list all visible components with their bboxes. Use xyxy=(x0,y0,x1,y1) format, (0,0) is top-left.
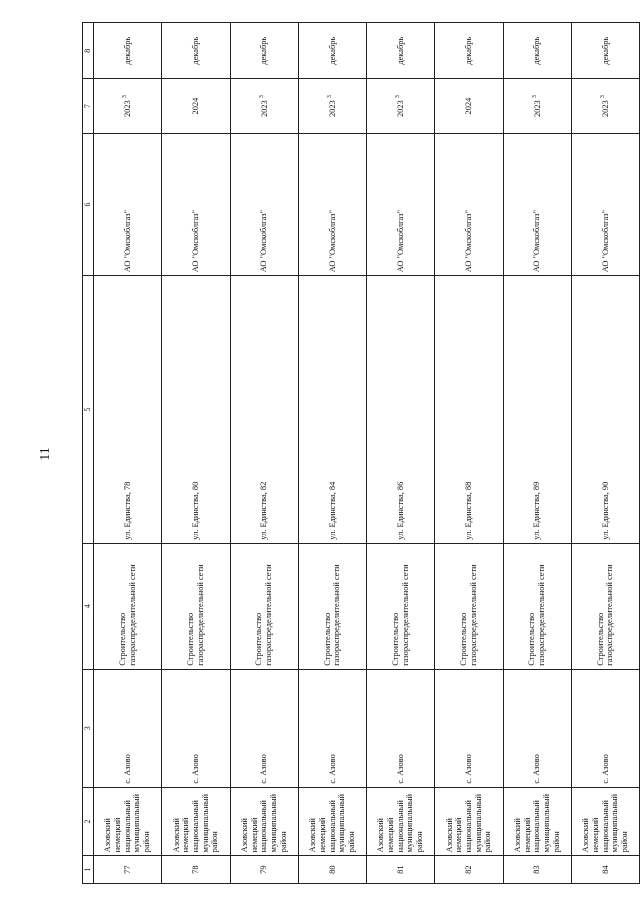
settlement-cell-text: с. Азово xyxy=(191,754,201,784)
district-cell-text: Азовский немецкий национальный муниципальный район xyxy=(581,794,629,853)
year-cell-text: 2023 xyxy=(600,100,610,117)
address-cell xyxy=(435,276,503,544)
address-cell xyxy=(298,276,366,544)
month-cell-text: декабрь xyxy=(464,36,474,65)
column-header: 1 xyxy=(83,856,94,884)
district-cell-text: Азовский немецкий национальный муниципальный район xyxy=(103,794,152,853)
address-cell-text: ул. Единства, 78 xyxy=(122,481,132,540)
month-cell-text: декабрь xyxy=(191,36,201,65)
organization-cell xyxy=(435,133,503,275)
organization-cell-text: АО "Омскоблгаз" xyxy=(259,210,269,273)
year-cell xyxy=(94,79,162,133)
row-number-cell-text: 77 xyxy=(122,865,132,874)
row-number-cell-text: 80 xyxy=(327,865,337,874)
organization-cell-text: АО "Омскоблгаз" xyxy=(464,210,474,273)
footnote-marker: 3 xyxy=(122,95,129,99)
settlement-cell-text: с. Азово xyxy=(327,754,337,784)
row-number-cell xyxy=(298,856,366,884)
settlement-cell xyxy=(571,669,639,787)
month-cell-text: декабрь xyxy=(122,36,132,65)
settlement-cell-text: с. Азово xyxy=(532,754,542,784)
address-cell-text: ул. Единства, 80 xyxy=(191,481,201,540)
district-cell-text: Азовский немецкий национальный муниципальный район xyxy=(239,794,288,853)
footnote-marker: 3 xyxy=(531,95,538,99)
work-type-cell-text: Строительство газораспределительной сети xyxy=(459,564,478,666)
table-row xyxy=(435,23,503,884)
district-cell-text: Азовский немецкий национальный муниципальный район xyxy=(308,794,356,853)
footnote-marker: 3 xyxy=(258,95,265,99)
settlement-cell-text: с. Азово xyxy=(122,754,132,784)
row-number-cell xyxy=(367,856,435,884)
organization-cell-text: АО "Омскоблгаз" xyxy=(600,210,610,273)
work-type-cell xyxy=(162,543,230,669)
month-cell xyxy=(94,23,162,79)
month-cell xyxy=(503,23,571,79)
year-cell xyxy=(503,79,571,133)
column-header: 4 xyxy=(83,543,94,669)
row-number-cell-text: 81 xyxy=(395,865,405,874)
organization-cell-text: АО "Омскоблгаз" xyxy=(191,210,201,273)
address-cell xyxy=(162,276,230,544)
page-number: 11 xyxy=(38,447,53,461)
year-cell-text: 2023 xyxy=(259,100,269,117)
year-cell-text: 2023 xyxy=(532,100,542,117)
work-type-cell xyxy=(230,543,298,669)
district-cell-text: Азовский немецкий национальный муниципальный район xyxy=(171,794,220,853)
row-number-cell xyxy=(94,856,162,884)
year-cell xyxy=(435,79,503,133)
work-type-cell-text: Строительство газораспределительной сети xyxy=(390,564,410,666)
registry-table xyxy=(82,22,640,884)
work-type-cell-text: Строительство газораспределительной сети xyxy=(527,564,547,666)
row-number-cell xyxy=(571,856,639,884)
year-cell-text: 2023 xyxy=(123,100,133,117)
address-cell-text: ул. Единства, 88 xyxy=(464,481,474,540)
month-cell xyxy=(298,23,366,79)
year-cell-text: 2023 xyxy=(327,100,337,117)
organization-cell xyxy=(367,133,435,275)
work-type-cell xyxy=(367,543,435,669)
settlement-cell xyxy=(298,669,366,787)
settlement-cell xyxy=(230,669,298,787)
year-cell-text: 2023 xyxy=(396,100,406,117)
table-row xyxy=(162,23,230,884)
address-cell xyxy=(503,276,571,544)
organization-cell-text: АО "Омскоблгаз" xyxy=(532,210,542,273)
month-cell-text: декабрь xyxy=(532,36,542,65)
organization-cell-text: АО "Омскоблгаз" xyxy=(395,210,405,273)
year-cell xyxy=(162,79,230,133)
column-header: 3 xyxy=(83,669,94,787)
footnote-marker: 3 xyxy=(395,95,402,99)
address-cell-text: ул. Единства, 86 xyxy=(395,481,405,540)
row-number-cell xyxy=(230,856,298,884)
district-cell xyxy=(435,787,503,856)
table-row xyxy=(230,23,298,884)
footnote-marker: 3 xyxy=(600,95,607,99)
address-cell-text: ул. Единства, 82 xyxy=(259,481,269,540)
settlement-cell-text: с. Азово xyxy=(259,754,269,784)
address-cell xyxy=(94,276,162,544)
year-cell xyxy=(298,79,366,133)
address-cell-text: ул. Единства, 89 xyxy=(532,481,542,540)
month-cell xyxy=(367,23,435,79)
district-cell-text: Азовский немецкий национальный муниципальный район xyxy=(512,794,561,853)
month-cell xyxy=(162,23,230,79)
column-header: 8 xyxy=(83,23,94,79)
settlement-cell-text: с. Азово xyxy=(395,754,405,784)
work-type-cell xyxy=(298,543,366,669)
settlement-cell xyxy=(503,669,571,787)
address-cell xyxy=(230,276,298,544)
table-row xyxy=(298,23,366,884)
work-type-cell-text: Строительство газораспределительной сети xyxy=(322,564,342,666)
row-number-cell-text: 84 xyxy=(600,865,610,874)
organization-cell xyxy=(162,133,230,275)
column-number-row xyxy=(83,23,94,884)
settlement-cell xyxy=(162,669,230,787)
footnote-marker: 3 xyxy=(327,95,334,99)
year-cell xyxy=(367,79,435,133)
district-cell-text: Азовский немецкий национальный муниципальный район xyxy=(376,794,425,853)
district-cell-text: Азовский немецкий национальный муниципальный район xyxy=(444,794,493,853)
work-type-cell-text: Строительство газораспределительной сети xyxy=(254,564,274,666)
table-row xyxy=(503,23,571,884)
address-cell xyxy=(571,276,639,544)
month-cell xyxy=(230,23,298,79)
address-cell-text: ул. Единства, 90 xyxy=(600,481,610,540)
month-cell xyxy=(435,23,503,79)
row-number-cell xyxy=(503,856,571,884)
district-cell xyxy=(571,787,639,856)
district-cell xyxy=(94,787,162,856)
table-row xyxy=(571,23,639,884)
month-cell xyxy=(571,23,639,79)
district-cell xyxy=(230,787,298,856)
year-cell xyxy=(230,79,298,133)
work-type-cell-text: Строительство газораспределительной сети xyxy=(117,564,137,666)
month-cell-text: декабрь xyxy=(600,36,610,65)
organization-cell xyxy=(571,133,639,275)
month-cell-text: декабрь xyxy=(327,36,337,65)
settlement-cell-text: с. Азово xyxy=(600,754,610,784)
settlement-cell-text: с. Азово xyxy=(464,754,474,784)
row-number-cell-text: 83 xyxy=(532,865,542,874)
year-cell-text: 2024 xyxy=(464,97,474,115)
organization-cell xyxy=(298,133,366,275)
settlement-cell xyxy=(435,669,503,787)
address-cell xyxy=(367,276,435,544)
district-cell xyxy=(298,787,366,856)
year-cell xyxy=(571,79,639,133)
organization-cell-text: АО "Омскоблгаз" xyxy=(122,210,132,273)
month-cell-text: декабрь xyxy=(259,36,269,65)
row-number-cell-text: 79 xyxy=(259,865,269,874)
row-number-cell-text: 82 xyxy=(464,865,474,874)
organization-cell xyxy=(503,133,571,275)
column-header: 2 xyxy=(83,787,94,856)
settlement-cell xyxy=(94,669,162,787)
work-type-cell xyxy=(503,543,571,669)
district-cell xyxy=(367,787,435,856)
work-type-cell-text: Строительство газораспределительной сети xyxy=(595,564,615,666)
column-header: 6 xyxy=(83,133,94,275)
column-header: 5 xyxy=(83,276,94,544)
table-row xyxy=(367,23,435,884)
year-cell-text: 2024 xyxy=(191,97,201,115)
rotated-table-container xyxy=(82,22,640,884)
work-type-cell xyxy=(94,543,162,669)
work-type-cell xyxy=(435,543,503,669)
address-cell-text: ул. Единства, 84 xyxy=(327,481,337,540)
row-number-cell-text: 78 xyxy=(191,865,201,874)
work-type-cell-text: Строительство газораспределительной сети xyxy=(186,564,205,666)
district-cell xyxy=(503,787,571,856)
month-cell-text: декабрь xyxy=(395,36,405,65)
settlement-cell xyxy=(367,669,435,787)
row-number-cell xyxy=(162,856,230,884)
table-row xyxy=(94,23,162,884)
organization-cell xyxy=(230,133,298,275)
row-number-cell xyxy=(435,856,503,884)
district-cell xyxy=(162,787,230,856)
organization-cell xyxy=(94,133,162,275)
column-header: 7 xyxy=(83,79,94,133)
work-type-cell xyxy=(571,543,639,669)
organization-cell-text: АО "Омскоблгаз" xyxy=(327,210,337,273)
